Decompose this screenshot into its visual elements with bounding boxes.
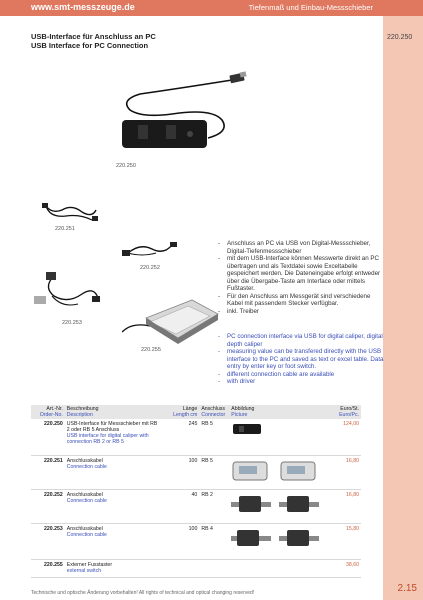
- cable-220-251-image: [42, 198, 100, 224]
- cell-desc: Anschlusskabel Connection cable: [65, 523, 160, 559]
- bullet-de: - Für den Anschluss am Messgerät sind verschiedene Kabel mit passendem Stecker verfügbar.: [218, 293, 384, 308]
- cell-desc: Externer Fusstaster external switch: [65, 559, 160, 577]
- title-en: USB Interface for PC Connection: [31, 41, 149, 50]
- cell-picture: [229, 489, 321, 523]
- bullet-de: - mit dem USB-Interface können Messwerte direkt an PC übertragen und als Textdatei sowie Exceltabelle gespeichert werden. Die Dateneingabe erfolgt entweder über die Übergabe-Taste am Interface oder mittels Fußtaster.: [218, 255, 384, 293]
- cell-connector: RB 4: [199, 523, 229, 559]
- cell-desc: Anschlusskabel Connection cable: [65, 489, 160, 523]
- usb-interface-image: [112, 68, 252, 163]
- product-table: [31, 405, 361, 578]
- table-row: [31, 419, 361, 455]
- bullet-en: - measuring value can be transfered directly with the USB interface to the PC and saved as text or excel table. Data entry by enter key or foot switch.: [218, 348, 384, 371]
- cell-artnr: 220.253: [31, 523, 65, 559]
- cell-price: 16,80: [321, 489, 361, 523]
- cell-length: 100: [160, 455, 200, 489]
- cell-price: 16,80: [321, 455, 361, 489]
- table-row: [31, 523, 361, 559]
- cell-artnr: 220.252: [31, 489, 65, 523]
- header-length: Länge Length cm: [160, 405, 200, 419]
- cell-connector: [199, 559, 229, 577]
- caption-220-255: 220.255: [141, 347, 161, 353]
- sidebar-code: 220.250: [387, 34, 413, 41]
- caliper-thumb: [231, 492, 319, 518]
- cell-length: 40: [160, 489, 200, 523]
- usb-interface-thumb: [231, 421, 265, 435]
- cell-price: 38,60: [321, 559, 361, 577]
- cell-length: 245: [160, 419, 200, 455]
- cell-picture: [229, 455, 321, 489]
- header-artnr: Art.-Nr. Order-No.: [31, 405, 65, 419]
- cable-220-253-image: [32, 270, 102, 312]
- caption-220-253: 220.253: [62, 320, 82, 326]
- page-header: [0, 0, 423, 16]
- caliper-display-thumb: [231, 458, 319, 484]
- cell-picture: [229, 523, 321, 559]
- cell-picture: [229, 419, 321, 455]
- page-number: 2.15: [397, 583, 417, 594]
- caption-220-251: 220.251: [55, 226, 75, 232]
- caption-220-250: 220.250: [116, 163, 136, 169]
- cell-desc: Anschlusskabel Connection cable: [65, 455, 160, 489]
- table-row: [31, 455, 361, 489]
- micrometer-thumb: [231, 526, 319, 552]
- cell-connector: RB 2: [199, 489, 229, 523]
- table-header-row: [31, 405, 361, 419]
- bullet-list-en: [218, 333, 384, 386]
- bullet-de: - Anschluss an PC via USB von Digital-Messschieber, Digital-Tiefenmessschieber: [218, 240, 384, 255]
- footer-disclaimer: Technische und optische Änderung vorbehalten! All rights of technical and optical changing reserved!: [31, 590, 255, 596]
- header-picture: Abbildung Picture: [229, 405, 321, 419]
- cell-length: 100: [160, 523, 200, 559]
- right-sidebar: [383, 16, 423, 600]
- cell-price: 15,80: [321, 523, 361, 559]
- bullet-en: - different connection cable are available: [218, 371, 384, 379]
- title-de: USB-Interface für Anschluss an PC: [31, 32, 156, 41]
- section-title: Tiefenmaß und Einbau-Messschieber: [248, 3, 373, 12]
- table-row: [31, 559, 361, 577]
- cell-picture: [229, 559, 321, 577]
- cell-connector: RB 5: [199, 419, 229, 455]
- cable-220-252-image: [122, 237, 178, 261]
- bullet-en: - with driver: [218, 378, 384, 386]
- bullet-en: - PC connection interface via USB for digital caliper, digital depth caliper: [218, 333, 384, 348]
- bullet-list-de: [218, 240, 384, 315]
- cell-connector: RB 5: [199, 455, 229, 489]
- cell-artnr: 220.251: [31, 455, 65, 489]
- header-desc: Beschreibung Description: [65, 405, 160, 419]
- table-row: [31, 489, 361, 523]
- cell-artnr: 220.255: [31, 559, 65, 577]
- cell-price: 124,00: [321, 419, 361, 455]
- caption-220-252: 220.252: [140, 265, 160, 271]
- website-url[interactable]: www.smt-messzeuge.de: [31, 2, 135, 12]
- cell-artnr: 220.250: [31, 419, 65, 455]
- cell-desc: USB-Interface für Messschieber mit RB 2 oder RB 5 Anschluss USB interface for digital caliper with connection RB 2 or RB 5: [65, 419, 160, 455]
- cell-length: [160, 559, 200, 577]
- bullet-de: - inkl. Treiber: [218, 308, 384, 316]
- foot-switch-image: [122, 292, 222, 344]
- header-connector: Anschluss Connector: [199, 405, 229, 419]
- header-price: Euro/St. Euro/Pc.: [321, 405, 361, 419]
